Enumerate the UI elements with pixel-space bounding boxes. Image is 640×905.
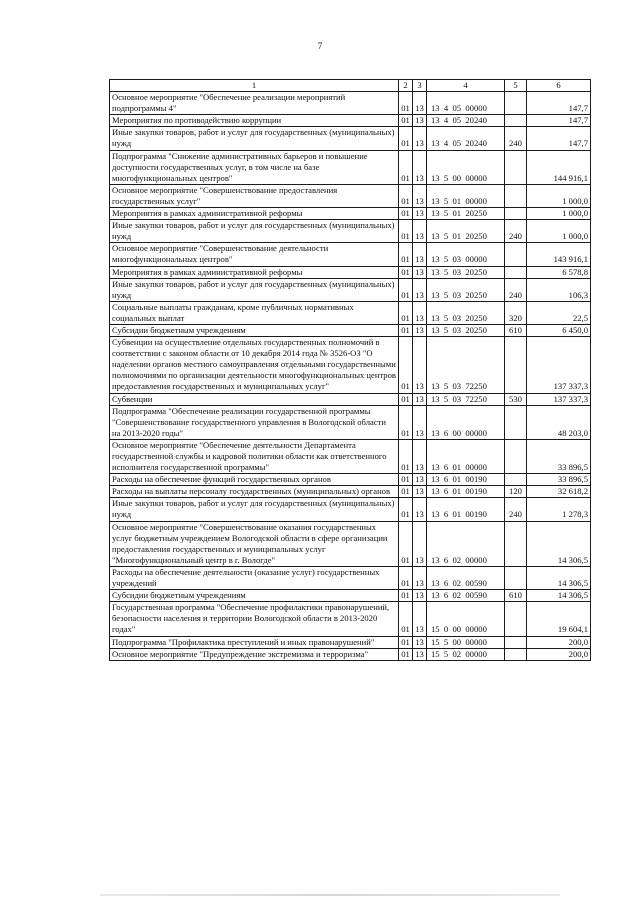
- row-target-article-cell: 13 5 03 20250: [427, 278, 505, 301]
- row-section-cell: 01: [399, 602, 413, 636]
- row-target-article-cell: 15 5 00 00000: [427, 636, 505, 648]
- row-subsection-cell: 13: [413, 602, 427, 636]
- table-row: [110, 337, 591, 393]
- row-name-cell: Субвенции на осуществление отдельных государственных полномочий в соответствии с законом области от 10 декабря 2014 года № 3526-ОЗ "О наделении органов местного самоуправления отдельными государственными полномочиями по организации деятельности многофункциональных центров предоставления государственных и муниципальных услуг": [110, 337, 399, 393]
- row-expense-type-cell: 120: [505, 486, 527, 498]
- row-target-article-cell: 15 0 00 00000: [427, 602, 505, 636]
- row-name-cell: Основное мероприятие "Обеспечение деятельности Департамента государственной службы и кадровой политики области как ответственного исполнителя государственной программы": [110, 439, 399, 473]
- row-name-cell: Иные закупки товаров, работ и услуг для государственных (муниципальных) нужд: [110, 220, 399, 243]
- header-col-4: 4: [427, 80, 505, 92]
- header-col-1: 1: [110, 80, 399, 92]
- row-amount-cell: 1 000,0: [527, 220, 591, 243]
- row-expense-type-cell: [505, 602, 527, 636]
- row-target-article-cell: 13 4 05 00000: [427, 92, 505, 115]
- row-section-cell: 01: [399, 337, 413, 393]
- row-name-cell: Подпрограмма "Обеспечение реализации государственной программы "Совершенствование государственного управления в Вологодской области на 2013-2020 годы": [110, 405, 399, 439]
- row-expense-type-cell: 240: [505, 498, 527, 521]
- row-expense-type-cell: 610: [505, 590, 527, 602]
- row-target-article-cell: 13 5 03 20250: [427, 266, 505, 278]
- row-expense-type-cell: [505, 521, 527, 566]
- header-col-3: 3: [413, 80, 427, 92]
- row-amount-cell: 1 000,0: [527, 184, 591, 207]
- row-subsection-cell: 13: [413, 150, 427, 184]
- row-expense-type-cell: [505, 439, 527, 473]
- row-section-cell: 01: [399, 636, 413, 648]
- row-target-article-cell: 13 4 05 20240: [427, 127, 505, 150]
- row-subsection-cell: 13: [413, 566, 427, 589]
- row-amount-cell: 1 000,0: [527, 208, 591, 220]
- row-target-article-cell: 13 5 01 20250: [427, 208, 505, 220]
- row-target-article-cell: 13 6 01 00190: [427, 498, 505, 521]
- table-row: [110, 150, 591, 184]
- row-name-cell: Субвенции: [110, 393, 399, 405]
- row-expense-type-cell: [505, 266, 527, 278]
- table-row: [110, 474, 591, 486]
- row-expense-type-cell: [505, 474, 527, 486]
- row-name-cell: Мероприятия в рамках административной реформы: [110, 266, 399, 278]
- row-subsection-cell: 13: [413, 266, 427, 278]
- row-expense-type-cell: 240: [505, 220, 527, 243]
- row-amount-cell: 6 578,8: [527, 266, 591, 278]
- row-expense-type-cell: [505, 208, 527, 220]
- row-amount-cell: 22,5: [527, 301, 591, 324]
- row-subsection-cell: 13: [413, 393, 427, 405]
- row-expense-type-cell: [505, 184, 527, 207]
- row-target-article-cell: 13 6 01 00190: [427, 474, 505, 486]
- row-target-article-cell: 13 4 05 20240: [427, 115, 505, 127]
- table-row: [110, 278, 591, 301]
- row-amount-cell: 6 450,0: [527, 324, 591, 336]
- row-subsection-cell: 13: [413, 220, 427, 243]
- row-amount-cell: 200,0: [527, 648, 591, 660]
- row-subsection-cell: 13: [413, 486, 427, 498]
- header-col-6: 6: [527, 80, 591, 92]
- budget-table: [109, 79, 591, 661]
- table-row: [110, 115, 591, 127]
- row-expense-type-cell: [505, 115, 527, 127]
- row-section-cell: 01: [399, 301, 413, 324]
- row-subsection-cell: 13: [413, 405, 427, 439]
- row-target-article-cell: 13 5 03 72250: [427, 337, 505, 393]
- row-subsection-cell: 13: [413, 92, 427, 115]
- row-name-cell: Иные закупки товаров, работ и услуг для государственных (муниципальных) нужд: [110, 278, 399, 301]
- row-amount-cell: 33 896,5: [527, 474, 591, 486]
- row-amount-cell: 33 896,5: [527, 439, 591, 473]
- table-row: [110, 498, 591, 521]
- row-expense-type-cell: [505, 243, 527, 266]
- row-target-article-cell: 13 5 00 00000: [427, 150, 505, 184]
- row-target-article-cell: 13 6 02 00590: [427, 590, 505, 602]
- row-section-cell: 01: [399, 486, 413, 498]
- table-row: [110, 301, 591, 324]
- row-target-article-cell: 13 6 02 00000: [427, 521, 505, 566]
- row-name-cell: Подпрограмма "Снижение административных барьеров и повышение доступности государственных услуг, в том числе на базе многофункциональных центров": [110, 150, 399, 184]
- row-subsection-cell: 13: [413, 439, 427, 473]
- row-target-article-cell: 13 6 00 00000: [427, 405, 505, 439]
- row-target-article-cell: 13 6 01 00190: [427, 486, 505, 498]
- row-name-cell: Субсидии бюджетным учреждениям: [110, 324, 399, 336]
- row-section-cell: 01: [399, 590, 413, 602]
- row-section-cell: 01: [399, 648, 413, 660]
- row-target-article-cell: 13 5 01 20250: [427, 220, 505, 243]
- row-name-cell: Расходы на выплаты персоналу государственных (муниципальных) органов: [110, 486, 399, 498]
- row-name-cell: Основное мероприятие "Предупреждение экстремизма и терроризма": [110, 648, 399, 660]
- row-section-cell: 01: [399, 208, 413, 220]
- row-name-cell: Основное мероприятие "Совершенствование оказания государственных услуг бюджетным учреждением Вологодской области в сфере организации предоставления государственных и муниципальных услуг "Многофункциональный центр в г. Вологде": [110, 521, 399, 566]
- row-amount-cell: 106,3: [527, 278, 591, 301]
- row-section-cell: 01: [399, 324, 413, 336]
- row-target-article-cell: 13 6 01 00000: [427, 439, 505, 473]
- row-section-cell: 01: [399, 498, 413, 521]
- row-subsection-cell: 13: [413, 636, 427, 648]
- row-section-cell: 01: [399, 266, 413, 278]
- table-row: [110, 566, 591, 589]
- row-amount-cell: 147,7: [527, 92, 591, 115]
- row-section-cell: 01: [399, 150, 413, 184]
- row-amount-cell: 14 306,5: [527, 590, 591, 602]
- row-name-cell: Основное мероприятие "Обеспечение реализации мероприятий подпрограммы 4": [110, 92, 399, 115]
- row-target-article-cell: 13 5 03 72250: [427, 393, 505, 405]
- table-body: [110, 92, 591, 661]
- row-section-cell: 01: [399, 243, 413, 266]
- row-subsection-cell: 13: [413, 590, 427, 602]
- table-row: [110, 266, 591, 278]
- row-target-article-cell: 13 6 02 00590: [427, 566, 505, 589]
- row-subsection-cell: 13: [413, 521, 427, 566]
- row-name-cell: Расходы на обеспечение функций государственных органов: [110, 474, 399, 486]
- table-row: [110, 636, 591, 648]
- table-row: [110, 324, 591, 336]
- row-expense-type-cell: 530: [505, 393, 527, 405]
- row-subsection-cell: 13: [413, 301, 427, 324]
- page-number: 7: [317, 41, 323, 51]
- row-amount-cell: 147,7: [527, 127, 591, 150]
- table-row: [110, 521, 591, 566]
- row-subsection-cell: 13: [413, 324, 427, 336]
- row-expense-type-cell: [505, 636, 527, 648]
- table-row: [110, 439, 591, 473]
- row-expense-type-cell: 240: [505, 278, 527, 301]
- row-section-cell: 01: [399, 92, 413, 115]
- row-amount-cell: 137 337,3: [527, 393, 591, 405]
- row-subsection-cell: 13: [413, 243, 427, 266]
- table-row: [110, 486, 591, 498]
- row-name-cell: Подпрограмма "Профилактика преступлений и иных правонарушений": [110, 636, 399, 648]
- row-name-cell: Основное мероприятие "Совершенствование предоставления государственных услуг": [110, 184, 399, 207]
- row-section-cell: 01: [399, 278, 413, 301]
- row-amount-cell: 19 604,1: [527, 602, 591, 636]
- row-section-cell: 01: [399, 115, 413, 127]
- row-section-cell: 01: [399, 405, 413, 439]
- row-name-cell: Мероприятия в рамках административной реформы: [110, 208, 399, 220]
- row-section-cell: 01: [399, 184, 413, 207]
- row-amount-cell: 32 618,2: [527, 486, 591, 498]
- row-amount-cell: 147,7: [527, 115, 591, 127]
- row-target-article-cell: 13 5 01 00000: [427, 184, 505, 207]
- row-expense-type-cell: [505, 648, 527, 660]
- row-subsection-cell: 13: [413, 648, 427, 660]
- row-name-cell: Основное мероприятие "Совершенствование деятельности многофункциональных центров": [110, 243, 399, 266]
- row-subsection-cell: 13: [413, 278, 427, 301]
- table-row: [110, 184, 591, 207]
- row-target-article-cell: 13 5 03 20250: [427, 324, 505, 336]
- row-subsection-cell: 13: [413, 498, 427, 521]
- row-name-cell: Социальные выплаты гражданам, кроме публичных нормативных социальных выплат: [110, 301, 399, 324]
- row-expense-type-cell: [505, 150, 527, 184]
- row-expense-type-cell: 610: [505, 324, 527, 336]
- table-row: [110, 243, 591, 266]
- row-expense-type-cell: 320: [505, 301, 527, 324]
- row-section-cell: 01: [399, 393, 413, 405]
- header-col-2: 2: [399, 80, 413, 92]
- row-name-cell: Субсидии бюджетным учреждениям: [110, 590, 399, 602]
- table-row: [110, 648, 591, 660]
- row-name-cell: Государственная программа "Обеспечение профилактики правонарушений, безопасности населения и территории Вологодской области в 2013-2020 годах": [110, 602, 399, 636]
- row-expense-type-cell: [505, 337, 527, 393]
- row-expense-type-cell: [505, 566, 527, 589]
- row-expense-type-cell: [505, 92, 527, 115]
- row-amount-cell: 48 203,0: [527, 405, 591, 439]
- table-row: [110, 220, 591, 243]
- row-amount-cell: 14 306,5: [527, 521, 591, 566]
- row-amount-cell: 200,0: [527, 636, 591, 648]
- row-section-cell: 01: [399, 439, 413, 473]
- row-target-article-cell: 13 5 03 00000: [427, 243, 505, 266]
- row-section-cell: 01: [399, 127, 413, 150]
- row-target-article-cell: 15 5 02 00000: [427, 648, 505, 660]
- row-amount-cell: 143 916,1: [527, 243, 591, 266]
- table-row: [110, 127, 591, 150]
- row-amount-cell: 137 337,3: [527, 337, 591, 393]
- table-header-row: [110, 80, 591, 92]
- row-expense-type-cell: 240: [505, 127, 527, 150]
- table-row: [110, 208, 591, 220]
- row-subsection-cell: 13: [413, 208, 427, 220]
- row-target-article-cell: 13 5 03 20250: [427, 301, 505, 324]
- row-amount-cell: 144 916,1: [527, 150, 591, 184]
- row-name-cell: Иные закупки товаров, работ и услуг для государственных (муниципальных) нужд: [110, 498, 399, 521]
- row-section-cell: 01: [399, 220, 413, 243]
- row-expense-type-cell: [505, 405, 527, 439]
- row-subsection-cell: 13: [413, 474, 427, 486]
- scan-edge-mark: [100, 894, 560, 896]
- row-section-cell: 01: [399, 566, 413, 589]
- row-subsection-cell: 13: [413, 337, 427, 393]
- table-row: [110, 92, 591, 115]
- row-name-cell: Расходы на обеспечение деятельности (оказание услуг) государственных учреждений: [110, 566, 399, 589]
- table-row: [110, 590, 591, 602]
- row-subsection-cell: 13: [413, 115, 427, 127]
- row-subsection-cell: 13: [413, 184, 427, 207]
- row-section-cell: 01: [399, 521, 413, 566]
- row-subsection-cell: 13: [413, 127, 427, 150]
- row-name-cell: Мероприятия по противодействию коррупции: [110, 115, 399, 127]
- table-row: [110, 602, 591, 636]
- row-section-cell: 01: [399, 474, 413, 486]
- row-amount-cell: 14 306,5: [527, 566, 591, 589]
- row-name-cell: Иные закупки товаров, работ и услуг для государственных (муниципальных) нужд: [110, 127, 399, 150]
- header-col-5: 5: [505, 80, 527, 92]
- row-amount-cell: 1 278,3: [527, 498, 591, 521]
- table-row: [110, 393, 591, 405]
- table-row: [110, 405, 591, 439]
